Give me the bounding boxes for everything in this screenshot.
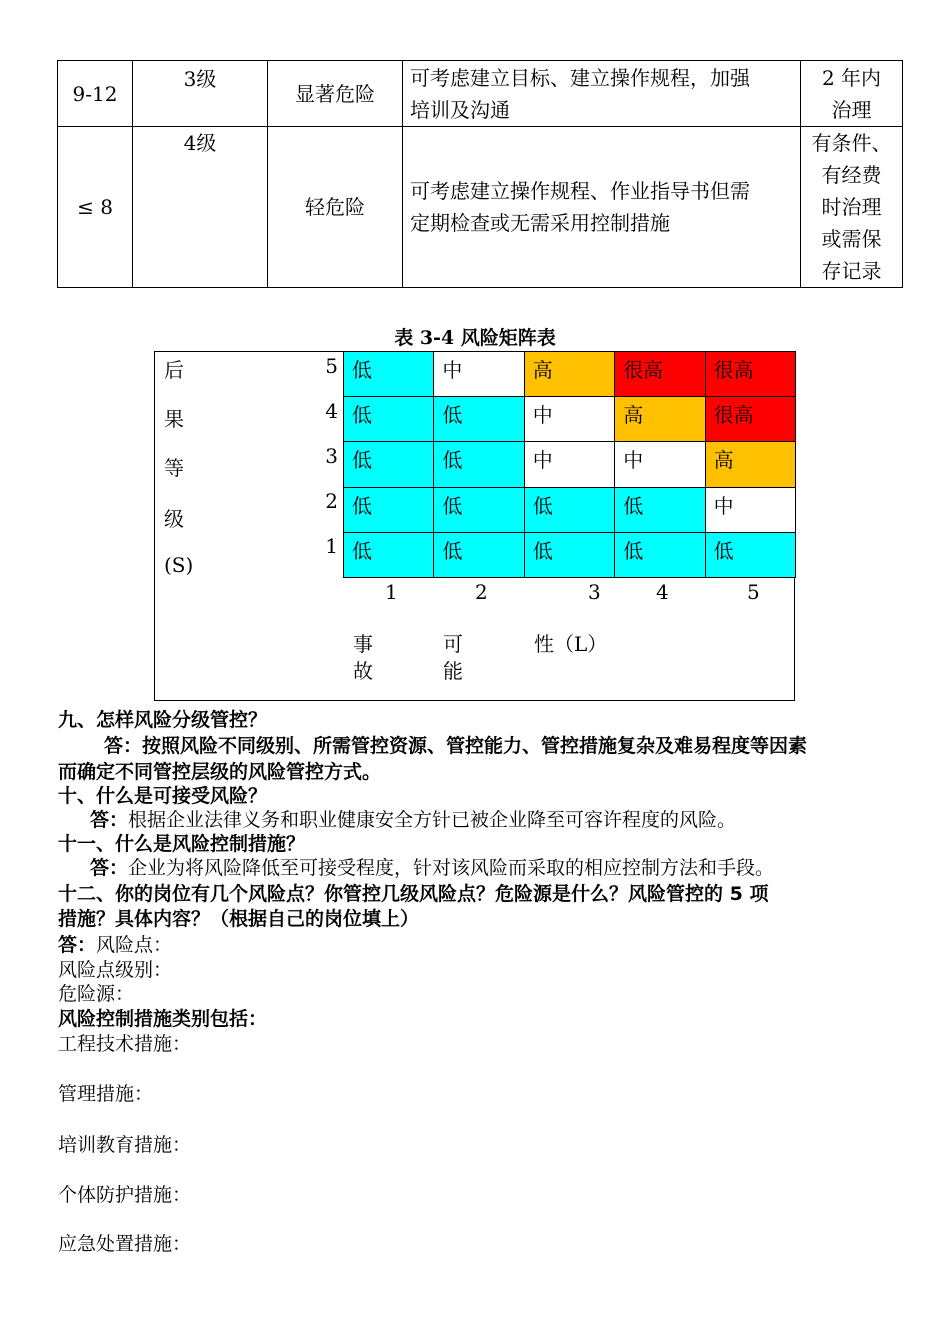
- x-axis-label-char: 性（L）: [534, 632, 608, 656]
- personal-protection-label: 个体防护措施：: [58, 1184, 192, 1206]
- desc-line: 培训及沟通: [410, 97, 510, 122]
- risk-matrix-cell: 低: [433, 396, 524, 442]
- risk-matrix-cell: 低: [343, 396, 434, 442]
- y-axis-label-char: 后: [164, 358, 184, 382]
- risk-matrix-cell: 低: [614, 532, 705, 578]
- risk-matrix-cell: 高: [524, 351, 615, 397]
- hazard-source-label: 危险源：: [58, 983, 135, 1005]
- x-axis-label-char: 事: [353, 632, 373, 656]
- x-axis-label-char: 可: [443, 632, 463, 656]
- question-9: 九、怎样风险分级管控？: [58, 709, 268, 731]
- risk-matrix-cell: 低: [433, 532, 524, 578]
- answer-10: [90, 805, 736, 832]
- risk-matrix-cell: 很高: [705, 396, 796, 442]
- risk-grading-table: [57, 60, 903, 288]
- time-line: 存记录: [821, 259, 882, 283]
- risk-name-cell: 轻危险: [268, 127, 403, 288]
- level-text: 4级: [183, 131, 217, 155]
- time-line: 时治理: [821, 195, 882, 219]
- measure-desc-cell: [403, 127, 801, 288]
- answer-prefix: 答：: [90, 809, 129, 831]
- y-axis-label-char: 果: [164, 407, 184, 431]
- answer-9-line2: 而确定不同管控层级的风险管控方式。: [58, 761, 382, 783]
- time-line: 有条件、: [811, 131, 892, 155]
- question-10: 十、什么是可接受风险？: [58, 785, 268, 807]
- risk-matrix-cell: 中: [614, 441, 705, 487]
- severity-level-label: 2: [325, 489, 338, 513]
- control-categories-heading: 风险控制措施类别包括：: [58, 1008, 268, 1030]
- risk-point-label: 风险点：: [96, 934, 173, 956]
- severity-level-label: 5: [325, 354, 338, 378]
- risk-matrix-cell: 低: [433, 441, 524, 487]
- severity-level-label: 3: [325, 444, 338, 468]
- y-axis-label-char: 等: [164, 456, 184, 480]
- measure-desc-cell: [403, 61, 801, 127]
- level-cell: [133, 127, 268, 288]
- risk-matrix-cell: 低: [343, 487, 434, 533]
- answer-9-line1: 答：按照风险不同级别、所需管控资源、管控能力、管控措施复杂及难易程度等因素: [104, 735, 808, 757]
- risk-matrix-cell: 高: [705, 441, 796, 487]
- risk-matrix-cell: 低: [524, 532, 615, 578]
- management-measures-label: 管理措施：: [58, 1083, 154, 1105]
- question-11: 十一、什么是风险控制措施？: [58, 833, 306, 855]
- time-line: 治理: [831, 97, 872, 122]
- x-axis-label-char: 能: [443, 659, 463, 683]
- risk-point-level-label: 风险点级别：: [58, 959, 173, 981]
- risk-matrix-cell: 中: [705, 487, 796, 533]
- answer-prefix: 答：: [90, 857, 129, 879]
- level-text: 3级: [183, 67, 217, 91]
- emergency-measures-label: 应急处置措施：: [58, 1233, 192, 1255]
- risk-matrix-cell: 中: [524, 396, 615, 442]
- matrix-title: 表 3-4 风险矩阵表: [394, 327, 556, 349]
- answer-11: [90, 853, 774, 880]
- question-12-line1: 十二、你的岗位有几个风险点？你管控几级风险点？危险源是什么？风险管控的 5 项: [58, 883, 769, 905]
- desc-line: 定期检查或无需采用控制措施: [410, 211, 670, 235]
- table-row: [58, 127, 903, 288]
- risk-matrix-cell: 很高: [705, 351, 796, 397]
- score-cell: ≤ 8: [58, 127, 133, 288]
- risk-matrix-cell: 低: [343, 532, 434, 578]
- table-row: [58, 61, 903, 127]
- risk-matrix-cell: 低: [343, 351, 434, 397]
- risk-matrix-cell: 低: [705, 532, 796, 578]
- risk-matrix-cell: 很高: [614, 351, 705, 397]
- answer-10-text: 根据企业法律义务和职业健康安全方针已被企业降至可容许程度的风险。: [128, 809, 737, 831]
- desc-line: 可考虑建立目标、建立操作规程，加强: [410, 65, 750, 90]
- risk-point-field: [58, 930, 172, 957]
- y-axis-label-char: (S): [164, 553, 194, 577]
- likelihood-level-label: 2: [475, 580, 488, 604]
- risk-name-cell: 显著危险: [268, 61, 403, 127]
- severity-level-label: 4: [325, 399, 338, 423]
- time-line: 或需保: [821, 227, 882, 251]
- likelihood-level-label: 4: [656, 580, 669, 604]
- likelihood-level-label: 3: [588, 580, 601, 604]
- risk-matrix-cell: 低: [614, 487, 705, 533]
- risk-matrix-cell: 低: [524, 487, 615, 533]
- score-cell: 9-12: [58, 61, 133, 127]
- risk-matrix-cell: 高: [614, 396, 705, 442]
- x-axis-label-char: 故: [353, 659, 373, 683]
- time-line: 2 年内: [821, 65, 882, 90]
- likelihood-level-label: 5: [747, 580, 760, 604]
- desc-line: 可考虑建立操作规程、作业指导书但需: [410, 179, 750, 203]
- time-cell: [801, 127, 903, 288]
- y-axis-label-char: 级: [164, 507, 184, 531]
- likelihood-level-label: 1: [385, 580, 398, 604]
- risk-matrix-cell: 中: [524, 441, 615, 487]
- answer-prefix: 答：: [58, 934, 97, 956]
- time-cell: [801, 61, 903, 127]
- severity-level-label: 1: [325, 534, 338, 558]
- engineering-measures-label: 工程技术措施：: [58, 1033, 192, 1055]
- risk-matrix-cell: 低: [433, 487, 524, 533]
- level-cell: [133, 61, 268, 127]
- time-line: 有经费: [821, 163, 882, 187]
- training-measures-label: 培训教育措施：: [58, 1134, 192, 1156]
- risk-matrix-cell: 低: [343, 441, 434, 487]
- question-12-line2: 措施？具体内容？（根据自己的岗位填上）: [58, 908, 420, 930]
- answer-11-text: 企业为将风险降低至可接受程度，针对该风险而采取的相应控制方法和手段。: [128, 857, 775, 879]
- risk-matrix-cell: 中: [433, 351, 524, 397]
